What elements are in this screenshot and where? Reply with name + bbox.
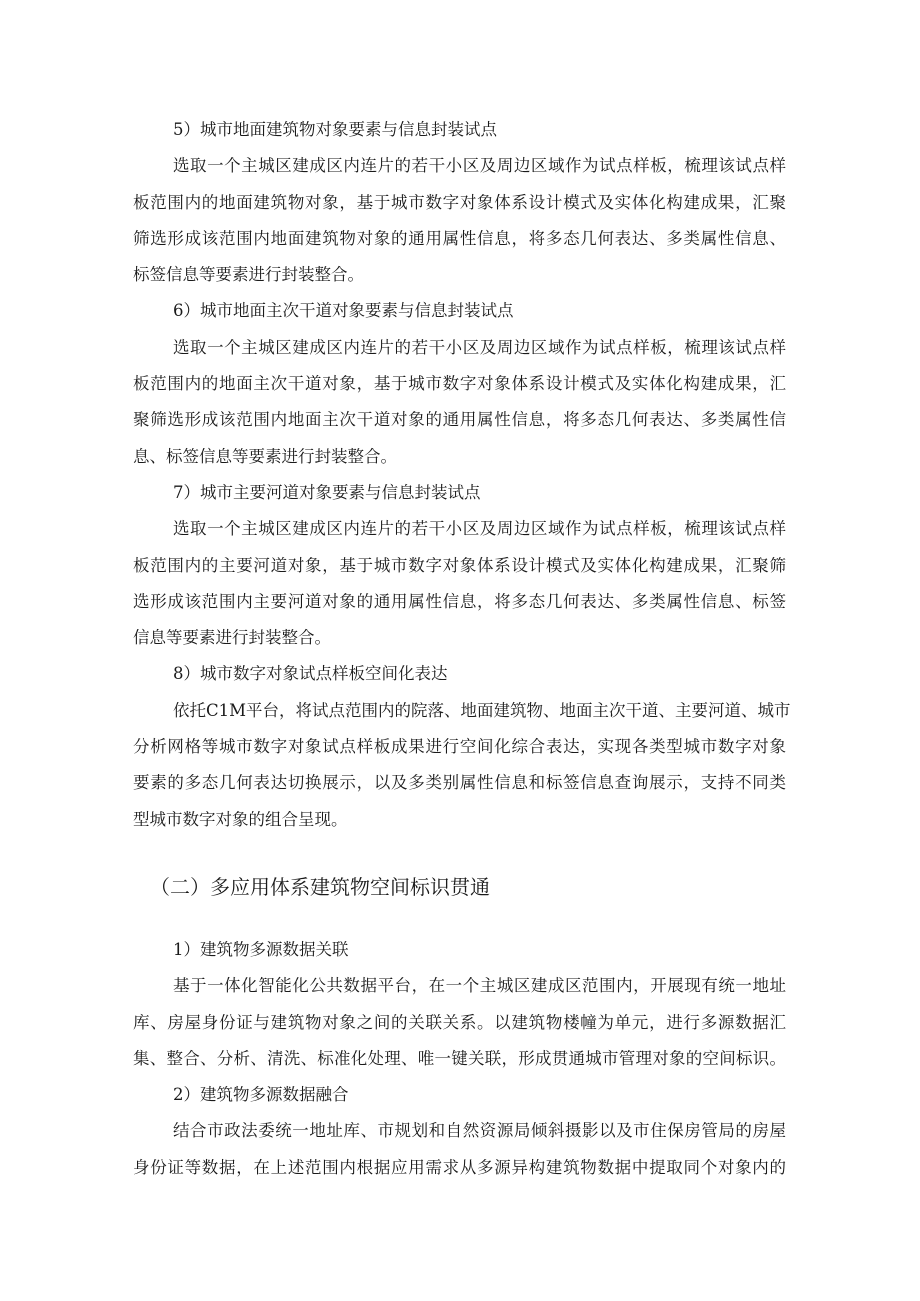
- paragraph-line: 选形成该范围内主要河道对象的通用属性信息，将多态几何表达、多类属性信息、标签: [133, 591, 786, 611]
- paragraph-line: 板范围内的地面主次干道对象，基于城市数字对象体系设计模式及实体化构建成果，汇: [133, 374, 786, 394]
- paragraph-line: 身份证等数据，在上述范围内根据应用需求从多源异构建筑物数据中提取同个对象内的: [133, 1157, 786, 1177]
- paragraph-line: 筛选形成该范围内地面建筑物对象的通用属性信息，将多态几何表达、多类属性信息、: [133, 228, 786, 248]
- paragraph-line: 结合市政法委统一地址库、市规划和自然资源局倾斜摄影以及市住保房管局的房屋: [173, 1121, 786, 1141]
- chapter-heading: （二）多应用体系建筑物空间标识贯通: [150, 875, 490, 899]
- paragraph-line: 息、标签信息等要素进行封装整合。: [133, 446, 397, 466]
- section-heading: 8）城市数字对象试点样板空间化表达: [173, 664, 448, 684]
- paragraph-line: 标签信息等要素进行封装整合。: [133, 265, 364, 285]
- paragraph-line: 板范围内的主要河道对象，基于城市数字对象体系设计模式及实体化构建成果，汇聚筛: [133, 555, 786, 575]
- paragraph-line: 集、整合、分析、清洗、标准化处理、唯一键关联，形成贯通城市管理对象的空间标识。: [133, 1048, 786, 1068]
- paragraph-line: 选取一个主城区建成区内连片的若干小区及周边区域作为试点样板，梳理该试点样: [173, 156, 786, 176]
- section-heading: 2）建筑物多源数据融合: [173, 1085, 349, 1105]
- paragraph-line: 依托C1M平台，将试点范围内的院落、地面建筑物、地面主次干道、主要河道、城市: [173, 700, 791, 720]
- body-part-1: [133, 112, 791, 838]
- section-heading: 5）城市地面建筑物对象要素与信息封装试点: [173, 120, 497, 139]
- section-heading: 6）城市地面主次干道对象要素与信息封装试点: [173, 301, 514, 321]
- paragraph-line: 要素的多态几何表达切换展示，以及多类别属性信息和标签信息查询展示，支持不同类: [133, 773, 786, 793]
- body-part-2: [133, 932, 786, 1186]
- paragraph-line: 型城市数字对象的组合呈现。: [133, 809, 348, 829]
- paragraph-line: 信息等要素进行封装整合。: [133, 628, 331, 648]
- section-heading: 1）建筑物多源数据关联: [173, 940, 349, 959]
- paragraph-line: 板范围内的地面建筑物对象，基于城市数字对象体系设计模式及实体化构建成果，汇聚: [133, 192, 786, 212]
- section-heading: 7）城市主要河道对象要素与信息封装试点: [173, 482, 481, 502]
- paragraph-line: 选取一个主城区建成区内连片的若干小区及周边区域作为试点样板，梳理该试点样: [173, 519, 786, 539]
- paragraph-line: 分析网格等城市数字对象试点样板成果进行空间化综合表达，实现各类型城市数字对象: [133, 737, 786, 757]
- paragraph-line: 基于一体化智能化公共数据平台，在一个主城区建成区范围内，开展现有统一地址: [173, 976, 786, 996]
- paragraph-line: 选取一个主城区建成区内连片的若干小区及周边区域作为试点样板，梳理该试点样: [173, 337, 786, 357]
- paragraph-line: 聚筛选形成该范围内地面主次干道对象的通用属性信息，将多态几何表达、多类属性信: [133, 410, 786, 430]
- paragraph-line: 库、房屋身份证与建筑物对象之间的关联关系。以建筑物楼幢为单元，进行多源数据汇: [133, 1012, 786, 1032]
